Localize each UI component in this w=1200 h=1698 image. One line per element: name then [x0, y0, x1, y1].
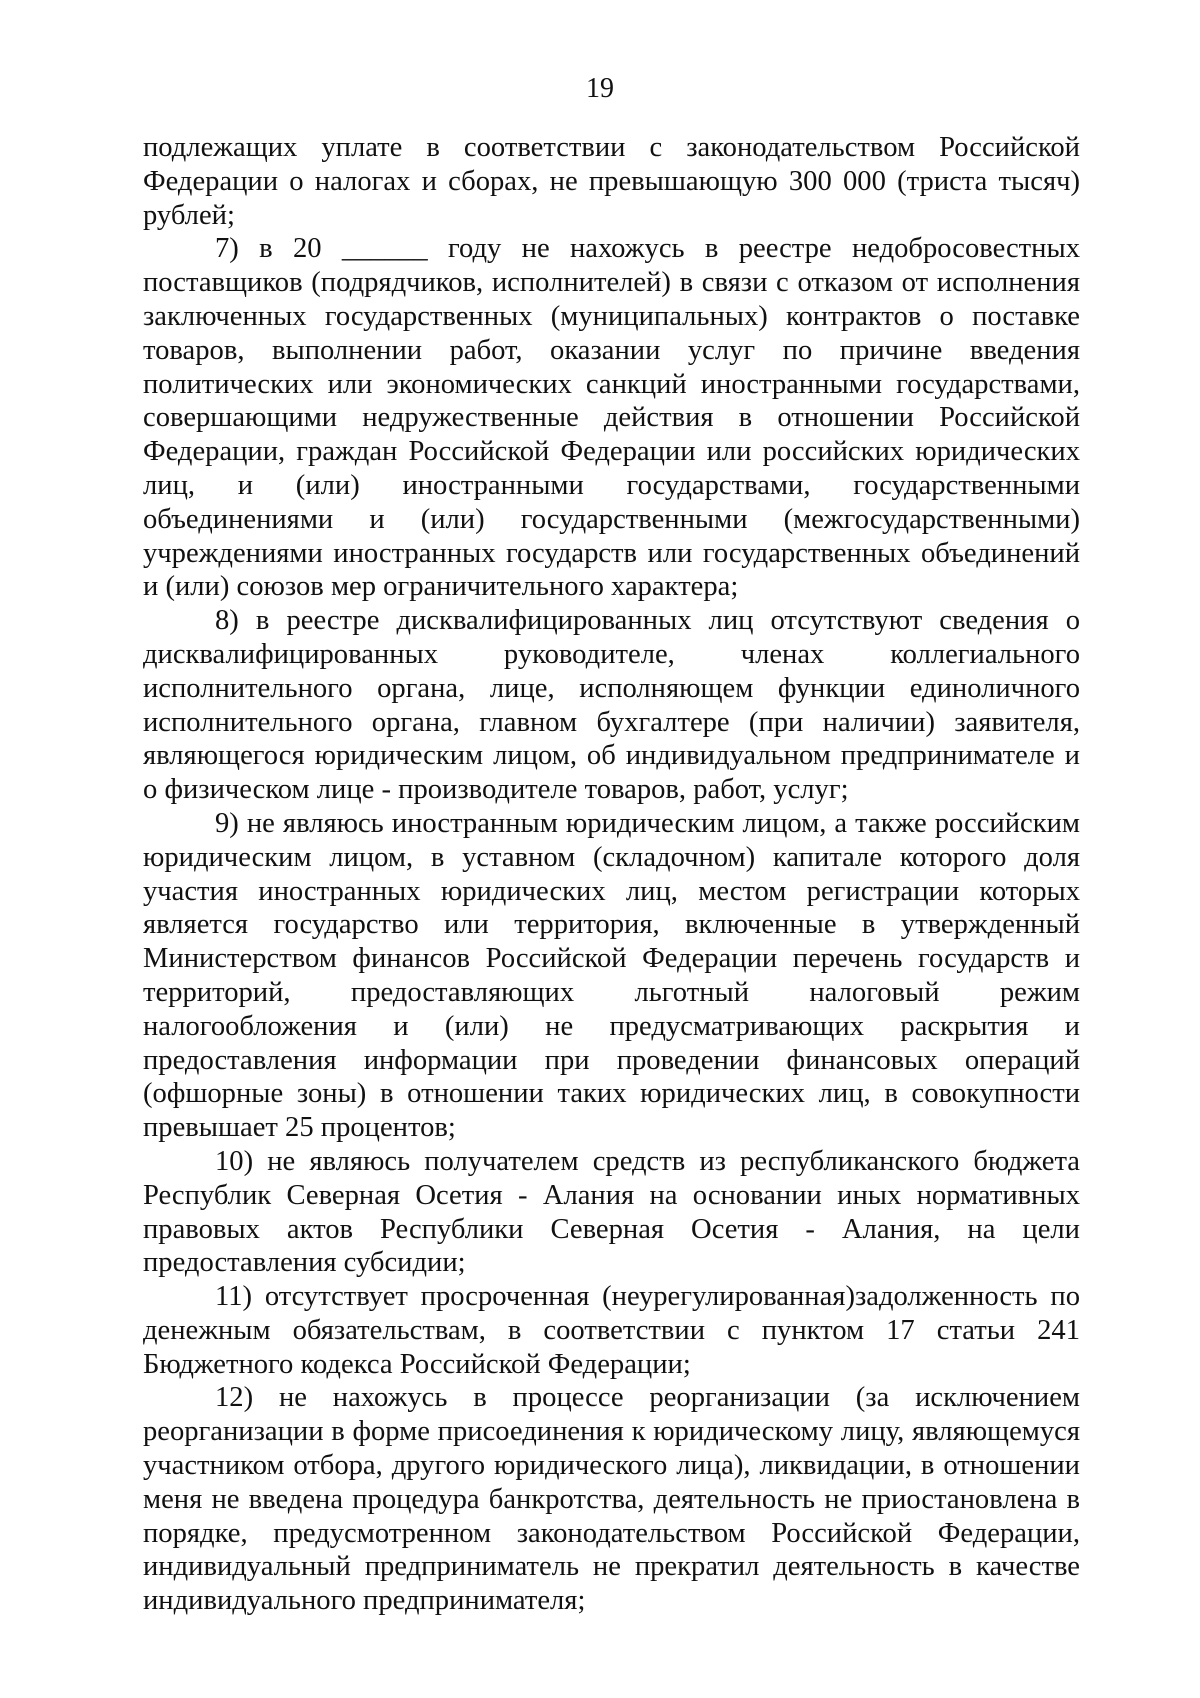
paragraph-item-10: 10) не являюсь получателем средств из республиканского бюджета Республик Северная Осетия - Алания на основании иных нормативных правовых актов Республики Северная Осетия - Алания, на цели предоставления субсидии;: [143, 1145, 1080, 1279]
paragraph-continuation: подлежащих уплате в соответствии с законодательством Российской Федерации о налогах и сборах, не превышающую 300 000 (триста тысяч) рублей;: [143, 132, 1080, 231]
paragraph-item-7: 7) в 20 ______ году не нахожусь в реестре недобросовестных поставщиков (подрядчиков, исполнителей) в связи с отказом от исполнения заключенных государственных (муниципальных) контрактов о поставке товаров, выполнении работ, оказании услуг по причине введения политических или экономических санкций иностранными государствами, совершающими недружественные действия в отношении Российской Федерации, граждан Российской Федерации или российских юридических лиц, и (или) иностранными государствами, государственными объединениями и (или) государственными (межгосударственными) учреждениями иностранных государств или государственных объединений и (или) союзов мер ограничительного характера;: [143, 233, 1080, 603]
paragraph-item-8: 8) в реестре дисквалифицированных лиц отсутствуют сведения о дисквалифицированных руководителе, членах коллегиального исполнительного органа, лице, исполняющем функции единоличного исполнительного органа, главном бухгалтере (при наличии) заявителя, являющегося юридическим лицом, об индивидуальном предпринимателе и о физическом лице - производителе товаров, работ, услуг;: [143, 605, 1080, 806]
paragraph-item-12: 12) не нахожусь в процессе реорганизации (за исключением реорганизации в форме присоединения к юридическому лицу, являющемуся участником отбора, другого юридического лица), ликвидации, в отношении меня не введена процедура банкротства, деятельность не приостановлена в порядке, предусмотренном законодательством Российской Федерации, индивидуальный предприниматель не прекратил деятельность в качестве индивидуального предпринимателя;: [143, 1382, 1080, 1617]
document-body: [143, 131, 1080, 1618]
page-number: 19: [586, 73, 614, 104]
paragraph-item-9: 9) не являюсь иностранным юридическим лицом, а также российским юридическим лицом, в уставном (складочном) капитале которого доля участия иностранных юридических лиц, местом регистрации которых является государство или территория, включенные в утвержденный Министерством финансов Российской Федерации перечень государств и территорий, предоставляющих льготный налоговый режим налогообложения и (или) не предусматривающих раскрытия и предоставления информации при проведении финансовых операций (офшорные зоны) в отношении таких юридических лиц, в совокупности превышает 25 процентов;: [143, 807, 1080, 1144]
paragraph-item-11: 11) отсутствует просроченная (неурегулированная)задолженность по денежным обязательствам, в соответствии с пунктом 17 статьи 241 Бюджетного кодекса Российской Федерации;: [143, 1281, 1080, 1380]
